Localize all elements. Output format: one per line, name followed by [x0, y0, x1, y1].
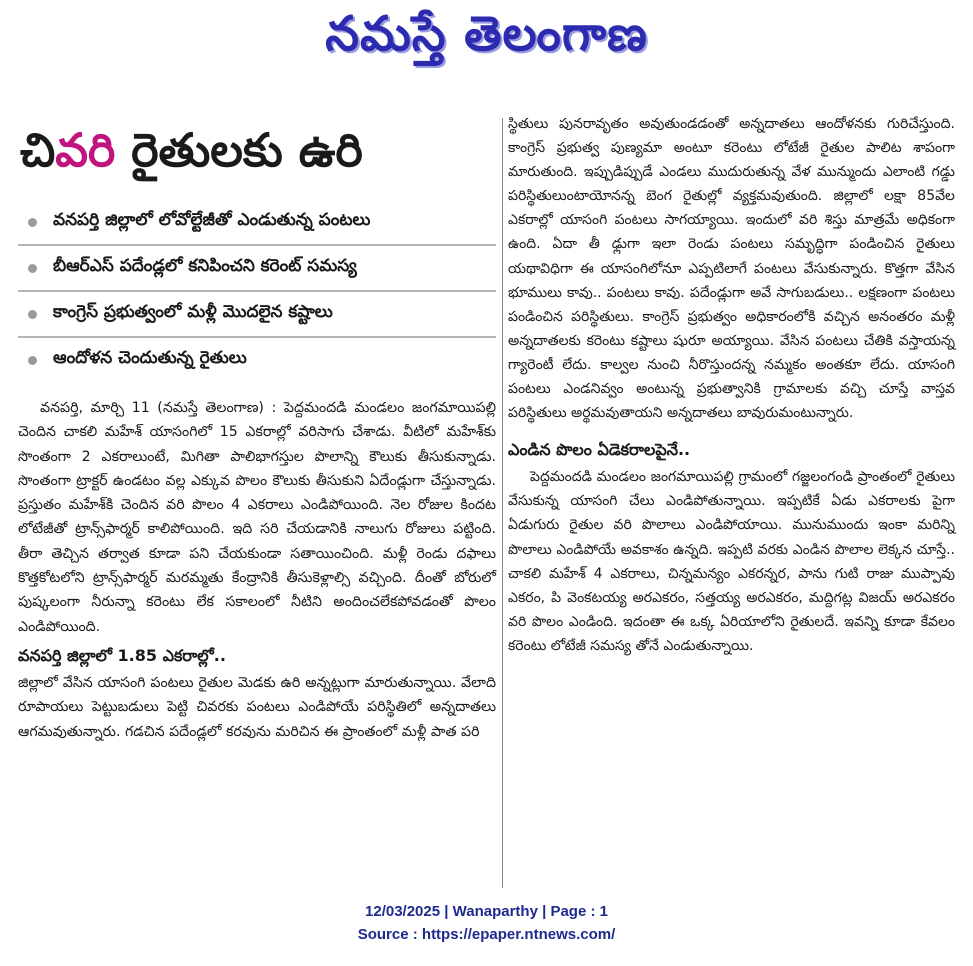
- bullet-text: బీఆర్‌ఎస్‌ పదేండ్లలో కనిపించని కరెంట్‌ సమస్య: [53, 256, 357, 276]
- bullet-dot-icon: [28, 218, 37, 227]
- source-link[interactable]: Source : https://epaper.ntnews.com/: [357, 926, 616, 943]
- article-paragraph: పెద్దమందడి మండలం జంగమాయిపల్లి గ్రామంలో గజ్జలంగండి ప్రాంతంలో రైతులు వేసుకున్న యాసంగి చేలు ఎండిపోతున్నాయి. ఇప్పటికే ఏడు ఎకరాలకు పైగా ఏడుగురు రైతుల వరి పొలాలు ఎండిపోయాయి. మునుముందు ఇంకా మరిన్ని పొలాలు ఎండిపోయే అవకాశం ఉన్నది. ఇప్పటి వరకు ఎండిన పొలాల లెక్కన చూస్తే.. చాకలి మహేశ్‌ 4 ఎకరాలు, చిన్నమన్యం ఎకరన్నర, పాను గుటి రాజు ముప్పావు ఎకరం, పి వెంకటయ్య అరఎకరం, సత్తయ్య అరఎకరం, మద్దిగట్ల విజయ్‌ అరఎకరం వరి పొలం ఎండింది. ఇదంతా ఈ ఒక్క ఏరియాలోని రైతులదే. ఇవన్ని కూడా కేవలం కరెంటు లోటేజీ సమస్య తోనే ఎండుతున్నాయి.: [508, 469, 955, 654]
- headline-accent: వరి: [55, 123, 116, 177]
- article-headline: [20, 120, 496, 186]
- bullet-dot-icon: [28, 310, 37, 319]
- bullet-text: ఆందోళన చెందుతున్న రైతులు: [53, 348, 247, 368]
- newspaper-logo: నమస్తే తెలంగాణ: [325, 6, 648, 62]
- bullet-text: కాంగ్రెస్‌ ప్రభుత్వంలో మళ్లీ మొదలైన కష్టాలు: [53, 302, 333, 322]
- left-column: [18, 112, 496, 900]
- bullet-dot-icon: [28, 356, 37, 365]
- article-paragraph: స్థితులు పునరావృతం అవుతుండడంతో అన్నదాతలు ఆందోళనకు గురిచేస్తుంది. కాంగ్రెస్‌ ప్రభుత్వ పుణ్యమా అంటూ కరెంటు లోటేజీ రైతుల పాలిట శాపంగా మారుతుంది. ఇప్పుడిప్పుడే ఎండలు ముదురుతున్న వేళ మున్ముందు ఎలాంటి గడ్డు పరిస్థితులుంటాయోనన్న బెంగ రైతుల్లో వ్యక్తమవుతుంది. జిల్లాలో లక్షా 85వేల ఎకరాల్లో యాసంగి పంటలు సాగయ్యాయి. ఇందులో వరి శిస్తు మాత్రమే అధికంగా ఉంది. ఏదా తీ ఢ్లుగా ఇలా రెండు పంటలు సమృద్ధిగా పండించిన రైతులు యథావిధిగా ఈ యాసంగిలోనూ ఎప్పటిలాగే పంటలు వేసుకున్నారు. కొత్తగా వేసిన భూములు కావు.. పంటలు కావు. పదేండ్లుగా అవే సాగుబడులు.. లక్షణంగా పంటలు పండించిన పరిస్థితులు. కాంగ్రెస్‌ ప్రభుత్వం అధికారంలోకి వచ్చిన అనంతరం మళ్లీ అన్నదాతలకు కరెంటు కష్టాలు షురూ అయ్యాయి. వేసిన పంటలు చేతికి వస్తాయన్న గ్యారెంటీ లేదు. కాల్వల నుంచి నీరొస్తుందన్న నమ్మకం అంతకూ లేదు. యాసంగి పంటలు ఎండనివ్వం అంటున్న ప్రభుత్వానికి గ్రామాలకు వచ్చి చూస్తే వాస్తవ పరిస్థితులు అర్థమవుతాయని అన్నదాతలు బావురుమంటున్నారు.: [508, 116, 955, 422]
- column-divider: [502, 118, 503, 888]
- masthead: [0, 0, 973, 80]
- headline-prefix: చి: [20, 123, 56, 177]
- headline-rest: రైతులకు ఉరి: [115, 123, 363, 177]
- article-subhead: వనపర్తి జిల్లాలో 1.85 ఎకరాల్లో..: [18, 645, 226, 665]
- edition-info: 12/03/2025 | Wanaparthy | Page : 1: [365, 903, 608, 920]
- bullet-list: [18, 200, 496, 382]
- bullet-item: [18, 338, 496, 382]
- bullet-item: [18, 292, 496, 338]
- bullet-item: [18, 246, 496, 292]
- bullet-dot-icon: [28, 264, 37, 273]
- article-paragraph: జిల్లాలో వేసిన యాసంగి పంటలు రైతుల మెడకు ఉరి అన్నట్లుగా మారుతున్నాయి. వేలాది రూపాయలు పెట్టుబడులు పెట్టి చివరకు పంటలు ఎండిపోయే పరిస్థితిలో అన్నదాతలు ఆగమవుతున్నారు. గడచిన పదేండ్లలో కరవును మరిచిన ఈ ప్రాంతంలో మళ్లీ పాత పరి: [18, 674, 496, 740]
- article-clipping: [18, 112, 955, 900]
- article-subhead: ఎండిన పొలం ఏడెకరాలపైనే..: [508, 440, 691, 460]
- left-body: [18, 396, 496, 744]
- article-paragraph: వనపర్తి, మార్చి 11 (నమస్తే తెలంగాణ) : పెద్దమందడి మండలం జంగమాయిపల్లి చెందిన చాకలి మహేశ్‌ యాసంగిలో 15 ఎకరాల్లో వరిసాగు చేశాడు. వీటిలో మహేశ్‌కు సొంతంగా 2 ఎకరాలుంటే, మిగితా పాలిభాగస్తుల పొలాన్ని కౌలుకు తీసుకున్నాడు. సొంతంగా ట్రాక్టర్‌ ఉండటం వల్ల ఎక్కువ పొలం కౌలుకు తీసుకుని ఏదేండ్లుగా చేస్తున్నాడు. ప్రస్తుతం మహేశ్‌కి చెందిన వరి పొలం 4 ఎకరాలు ఎండిపోయింది. నెల రోజుల కిందట లోటేజీతో ట్రాన్స్‌ఫార్మర్‌ కాలిపోయింది. ఇది సరి చేయడానికి నాలుగు రోజులు పట్టింది. తీరా తెచ్చిన తర్వాత కూడా పని చేయకుండా సతాయించింది. మళ్లీ రెండు దఫాలు కొత్తకోటలోని ట్రాన్స్‌ఫార్మర్‌ మరమ్మతు కేంద్రానికి తీసుకెళ్లాల్సి వచ్చింది. దీంతో బోరులో పుష్కలంగా నీరున్నా కరెంటు లేక సకాలంలో నీటిని అందించలేకపోవడంతో పొలం ఎండిపోయింది.: [18, 400, 496, 635]
- page-footer: [0, 900, 973, 946]
- bullet-item: [18, 200, 496, 246]
- bullet-text: వనపర్తి జిల్లాలో లోవోల్టేజీతో ఎండుతున్న పంటలు: [53, 210, 371, 230]
- right-column: [508, 112, 955, 900]
